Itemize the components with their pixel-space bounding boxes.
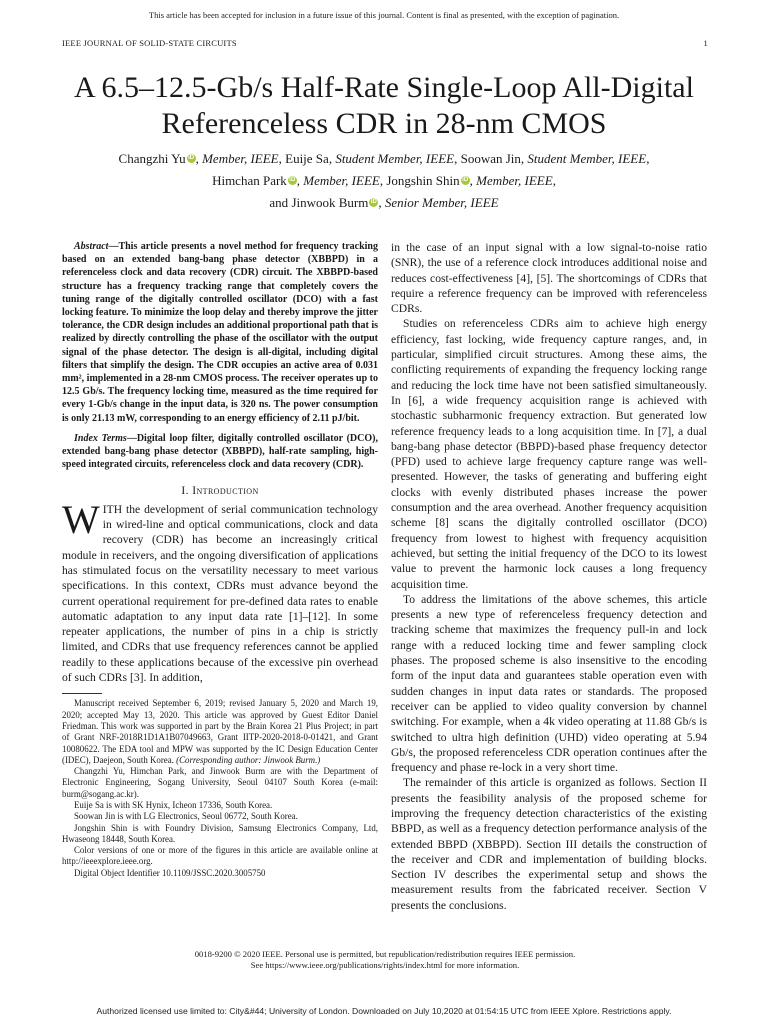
abstract-dash: — [108, 241, 119, 252]
orcid-icon[interactable]: iD [462, 177, 469, 183]
doi: Digital Object Identifier 10.1109/JSSC.2020.3005750 [74, 867, 266, 878]
corresponding-author: (Corresponding author: Jinwook Burm.) [176, 754, 321, 765]
section-numeral: I. [181, 484, 189, 498]
author-role: Senior Member, IEEE [384, 195, 499, 210]
author-name: Jinwook Burm [291, 195, 369, 210]
footnote-rule [62, 693, 102, 694]
orcid-icon[interactable]: iD [289, 177, 296, 183]
abstract-text: This article presents a novel method for frequency tracking based on an extended bang-bang phase detector (XBBPD) in a referenceless clock and data recovery (CDR) circuit. The XBBPD-based structure has a frequency tracking range that completely covers the tuning range of the digitally controlled oscillator (DCO) with a fast locking feature. To minimize the loop delay and thereby improve the jitter tolerance, the CDR design includes an additional proportional path that is realized by directly controlling the phase of the oscillator with the output signal of the phase detector. The design is all-digital, including digital filters that simplify the design. The CDR occupies an active area of 0.031 mm², implemented in a 28-nm CMOS process. The receiver operates up to 12.5 Gb/s. The frequency locking time, measured as the time required for every 1-Gb/s change in the input data, is 320 ns. The power consumption is only 21.13 mW, corresponding to an energy efficiency of 2.11 pJ/bit. [62, 241, 378, 424]
acceptance-notice: This article has been accepted for inclusion in a future issue of this journal. Content is final as presented, with the exception of pagination. [148, 10, 620, 20]
title-line-2: Referenceless CDR in 28-nm CMOS [161, 107, 607, 140]
body-paragraph: Studies on referenceless CDRs aim to achieve high energy efficiency, fast locking, wide frequency capture ranges, and, in particular, simplified circuit structures. Among these aims, the conflicting requirements of expanding the frequency locking range and reducing the lock time have not been satisfied simultaneously. In [6], a wide frequency acquisition range is achieved with stochastic subharmonic frequency extraction. But generated low reference frequency leads to a long acquisition time. In [7], a dual bang-bang phase detector (BBPD)-based phase frequency detector (PFD) used to achieve large frequency capture range was well-presented. However, the tasks of generating and buffering eight clocks with evenly distributed phases increase the power consumption and the area overhead. Another frequency acquisition scheme [8] scans the digitally controlled oscillator (DCO) frequency from lowest to highest with frequency acquisition achieved, but setting the initial frequency of the DCO to its lowest value to prevent the harmonic lock causes a long frequency acquisition time. [391, 317, 707, 591]
index-terms [62, 432, 378, 472]
copyright-notice [60, 949, 710, 971]
page-number: 1 [703, 38, 708, 48]
footnote: Euije Sa is with SK Hynix, Icheon 17336, South Korea. [74, 799, 273, 810]
intro-paragraph [62, 496, 378, 686]
footnote: Color versions of one or more of the figures in this article are available online at http://ieeexplore.ieee.org. [62, 845, 378, 867]
author-name: Soowan Jin [460, 151, 521, 166]
footnote: Changzhi Yu, Himchan Park, and Jinwook Burm are with the Department of Electronic Engineering, Sogang University, Seoul 04107 South Korea (e-mail: burm@sogang.ac.kr). [62, 766, 378, 799]
author-list: Changzhi Yu iD , Member, IEEE, Euije Sa, Student Member, IEEE, Soowan Jin, Student Member, IEEE, Himchan Park iD , Member, IEEE, Jongshin Shin iD , Member, IEEE, and Jinwook Burm iD , Senior Member, IEEE [118, 151, 650, 210]
body-paragraph: in the case of an input signal with a low signal-to-noise ratio (SNR), the use of a reference clock introduces additional noise and reduces cost-effectiveness [4], [5]. The shortcomings of CDRs that require a reference frequency can be improved with referenceless CDRs. [391, 241, 707, 316]
author-name: Changzhi Yu [118, 151, 186, 166]
footnote: Jongshin Shin is with Foundry Division, Samsung Electronics Company, Ltd, Hwaseong 18448, South Korea. [62, 822, 378, 844]
license-footer: Authorized licensed use limited to: City&#44; University of London. Downloaded on July 10,2020 at 01:54:15 UTC from IEEE Xplore. Restrictions apply. [96, 1006, 672, 1016]
author-name: Himchan Park [212, 173, 287, 188]
section-heading [62, 483, 378, 498]
author-name: Euije Sa [285, 151, 329, 166]
footnote-text: Manuscript received September 6, 2019; revised January 5, 2020 and March 19, 2020; accepted May 13, 2020. This article was approved by Guest Editor Daniel Friedman. This work was supported in part by the Brain Korea 21 Plus Project; in part of Grant NRF-2018R1D1A1B07049663, Grant IITP-2020-2018-0-01421, and Grant 10080622. The EDA tool and MPW was supported by the IC Design Education Center (IDEC), Daejeon, South Korea. [62, 698, 378, 765]
abstract [62, 240, 378, 425]
paper-title [30, 70, 738, 142]
orcid-icon[interactable]: iD [188, 155, 195, 161]
drop-cap: W [62, 496, 100, 542]
index-terms-label: Index Terms [74, 432, 127, 444]
section-title: Introduction [192, 484, 259, 498]
copyright-line: 0018-9200 © 2020 IEEE. Personal use is permitted, but republication/redistribution requires IEEE permission. [194, 949, 576, 959]
intro-text: ITH the development of serial communication technology in wired-line and optical communications, clock and data recovery (CDR) has become an increasingly critical module in receivers, and the ongoing diversification of applications has stimulated focus on the versatility necessary to meet various specifications. In this context, CDRs must advance beyond the current operational requirement for pre-defined data rates to enable automatic adaptation to any input data rate [1]–[12]. In some repeater applications, the number of pins in a chip is strictly limited, and CDRs that use frequency references cannot be applied readily to these applications because of the excessive pin overhead of such CDRs [3]. In addition, [62, 502, 378, 685]
running-header [62, 38, 708, 48]
index-terms-dash: — [126, 432, 137, 444]
author-conjunction: and [269, 195, 289, 210]
footnote [62, 698, 378, 766]
author-role: Member, IEEE [303, 173, 380, 188]
author-role: Member, IEEE [476, 173, 553, 188]
right-column [391, 240, 707, 913]
journal-name: IEEE JOURNAL OF SOLID-STATE CIRCUITS [62, 38, 237, 48]
author-role: Student Member, IEEE [527, 151, 647, 166]
index-terms-text: Digital loop filter, digitally controlled oscillator (DCO), extended bang-bang phase detector (XBBPD), half-rate sampling, high-speed integrated circuits, referenceless clock and data recovery (CDR). [62, 432, 378, 471]
body-paragraph: To address the limitations of the above schemes, this article presents a new type of referenceless frequency detection and tracking scheme that maximizes the frequency pull-in and lock range with a reduced locking time and fewer sampling clock phases. The proposed scheme is also insensitive to the encoding form of the input data and guarantees stable operation even with sudden changes in input data rates or standards. The proposed receiver can be applied to video quality conversion by channel switching. For example, when a 4k video operating at 11.88 Gb/s is switched to ultra high definition (UHD) video operating at 5.94 Gb/s, the proposed referenceless CDR operation continues after the frequency and phase re-lock in a very short time. [391, 592, 707, 775]
author-role: Student Member, IEEE [335, 151, 455, 166]
title-line-1: A 6.5–12.5-Gb/s Half-Rate Single-Loop All-Digital [74, 71, 694, 104]
rights-link-line: See https://www.ieee.org/publications/rights/index.html for more information. [250, 960, 520, 970]
author-name: Jongshin Shin [386, 173, 460, 188]
body-paragraph: The remainder of this article is organized as follows. Section II presents the feasibility analysis of the proposed scheme for improving the frequency detection characteristics of the existing BBPD, as well as a frequency detection performance analysis of the extended BBPD (XBBPD). Section III details the construction of the receiver and CDR and implementation of building blocks. Section IV describes the experimental setup and shows the measurement results from the fabricated receiver. Section V presents the conclusions. [391, 776, 707, 912]
left-column [62, 240, 378, 879]
abstract-label: Abstract [74, 241, 109, 252]
orcid-icon[interactable]: iD [370, 199, 377, 205]
footnote: Soowan Jin is with LG Electronics, Seoul 06772, South Korea. [74, 811, 298, 822]
author-role: Member, IEEE [202, 151, 279, 166]
